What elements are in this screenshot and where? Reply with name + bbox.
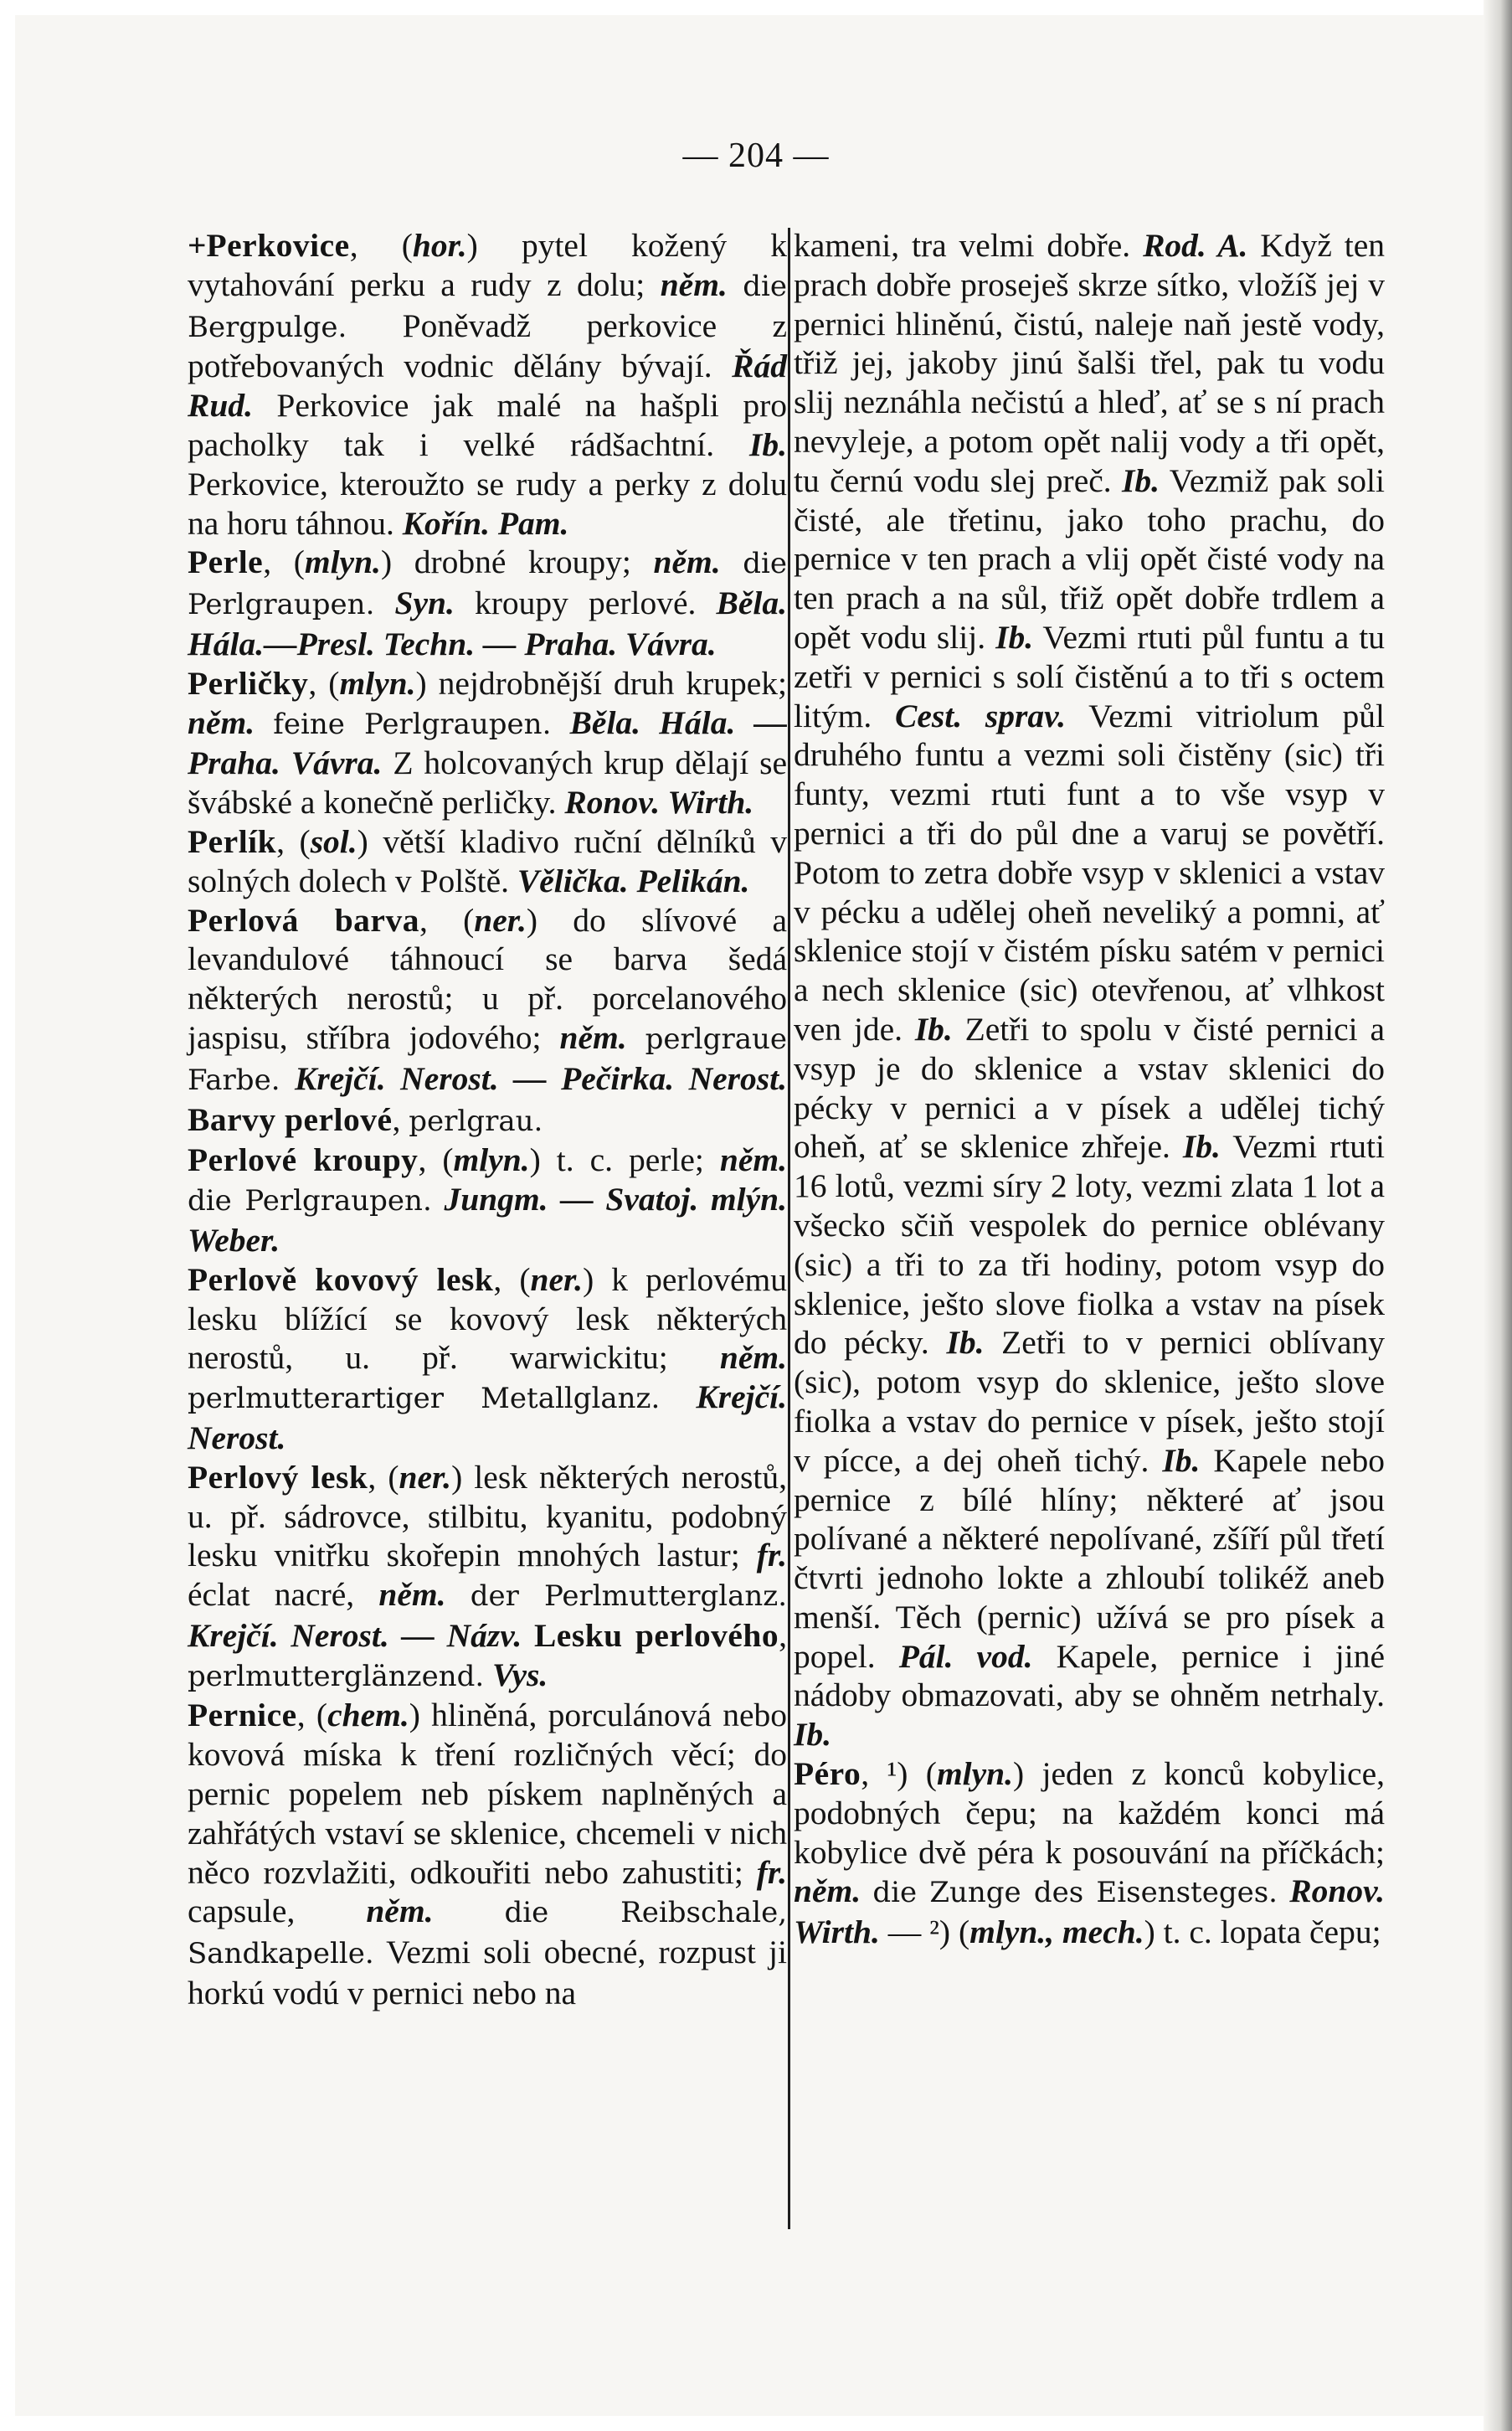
citation: Ronov. Wirth. <box>794 1872 1386 1951</box>
entry-text: Perkovice jak malé na hašpli pro pacholky tak i velké rádšachtní. <box>188 387 787 463</box>
entry-text <box>433 1893 504 1929</box>
entry-text: ) t. c. perle; <box>529 1141 720 1179</box>
citation: Krejčí. Nerost. — Pečirka. Nerost. <box>295 1059 788 1097</box>
citation: mlyn. <box>339 664 416 702</box>
citation: něm. <box>559 1018 627 1056</box>
headword: Perlové kroupy <box>188 1141 419 1179</box>
citation: něm. <box>660 265 728 303</box>
citation: mlyn., mech. <box>969 1913 1144 1951</box>
citation: něm. <box>188 703 255 741</box>
headword: Perle <box>188 543 264 581</box>
dictionary-entry <box>188 1260 787 1458</box>
entry-text: Kapele nebo pernice z bílé hlíny; některé ať jsou polívané a některé nepolívané, zšíří půl třetí čtvrti jednoho lokte a zhloubí tolikéž aneb menší. Těch (pernic) užívá se pro písek a popel. <box>794 1441 1385 1675</box>
entry-text: , ( <box>276 822 311 860</box>
dictionary-entry <box>188 664 787 822</box>
entry-text <box>432 1181 445 1218</box>
citation: ner. <box>530 1260 584 1298</box>
citation: mlyn. <box>453 1141 530 1179</box>
citation: mlyn. <box>936 1755 1014 1793</box>
entry-text <box>660 1378 696 1415</box>
entry-text <box>1278 1872 1289 1909</box>
citation: hor. <box>412 227 467 264</box>
german-gloss: die Perlgraupen. <box>188 1184 432 1218</box>
entry-text <box>484 1656 492 1693</box>
entry-text: , ( <box>296 1697 328 1734</box>
entry-text: — ²) ( <box>879 1913 970 1951</box>
entry-text: ) drobné kroupy; <box>380 543 654 581</box>
entry-text: , ¹) ( <box>861 1755 937 1793</box>
citation: Vys. <box>492 1656 548 1693</box>
headword: Perlově kovový lesk <box>188 1260 494 1298</box>
entry-text: ) t. c. lopata čepu; <box>1144 1913 1381 1951</box>
dictionary-entry <box>188 1141 787 1259</box>
german-gloss: feine Perlgraupen. <box>273 707 552 741</box>
entry-text <box>522 1617 534 1654</box>
citation: něm. <box>653 543 721 581</box>
entry-text: Když ten prach dobře proseješ skrze sítko, vložíš jej v pernici hliněnú, čistú, naleje naň jestě vody, třiž jej, jakoby jinú šalši třel, pak tu vodu slij neznáhla nečistú a hleď, ať se s ní prach nevyleje, a potom opět nalij vody a tři opět, tu černú vodu slej preč. <box>794 227 1385 499</box>
entry-text <box>255 704 273 741</box>
citation: Běla. Hála. — Praha. Vávra. <box>188 703 787 782</box>
german-gloss: perlmutterglänzend. <box>188 1659 485 1693</box>
entry-text: Poněvadž perkovice z potřebovaných vodnic dělány bývají. <box>188 306 787 385</box>
citation: Ib. <box>946 1324 985 1362</box>
citation: něm. <box>719 1141 788 1179</box>
entry-text: Vezmi soli obecné, rozpust ji horkú vodú v pernici nebo na <box>188 1934 787 2012</box>
entry-text: ) lesk některých nerostů, u. př. sádrovce, stilbitu, kyanitu, podobný lesku vnitřku skořepin mnohých lastur; <box>188 1458 787 1574</box>
dictionary-entry <box>188 543 787 663</box>
entry-text <box>721 543 743 580</box>
citation: fr. <box>756 1853 787 1891</box>
citation: Pál. vod. <box>898 1637 1033 1675</box>
citation: Řád Rud. <box>188 348 787 425</box>
entry-text: , ( <box>349 227 413 264</box>
citation: něm. <box>794 1872 861 1910</box>
entry-text: ) pytel kožený k vytahování perku a rudy z dolu; <box>188 227 787 303</box>
entry-text: , ( <box>418 1141 454 1179</box>
german-gloss: perlgrau. <box>409 1104 543 1138</box>
entry-text <box>861 1872 872 1909</box>
entry-text: , ( <box>419 901 475 939</box>
citation: Cest. sprav. <box>895 697 1067 734</box>
dictionary-entry <box>188 1458 787 1697</box>
entry-text: , ( <box>368 1458 399 1496</box>
citation: Jungm. — Svatoj. mlýn. Weber. <box>188 1181 787 1259</box>
entry-text: Vezmiž pak soli čisté, ale třetinu, jako toho prachu, do pernice v ten prach a vlij opět čisté vody na ten prach a na sůl, třiž opět dobře trdlem a opět vodu slij. <box>794 461 1385 656</box>
citation: Ib. <box>914 1010 953 1048</box>
scan-edge <box>1484 0 1512 2431</box>
citation: Běla. Hála.—Presl. Techn. — Praha. Vávra. <box>188 585 787 662</box>
entry-text: , <box>779 1616 787 1654</box>
entry-text: , ( <box>308 664 340 702</box>
entry-text: , ( <box>493 1260 531 1298</box>
citation: Krejčí. Nerost. — Názv. <box>188 1616 522 1654</box>
dictionary-entry <box>188 1696 787 2012</box>
citation: sol. <box>310 822 357 860</box>
dictionary-entry <box>794 1754 1385 1952</box>
citation: Ib. <box>1162 1441 1201 1479</box>
dictionary-entry <box>188 901 787 1141</box>
obsolete-marker: + <box>188 227 207 264</box>
citation: Kořín. Pam. <box>402 504 569 542</box>
german-gloss: die Perlgraupen. <box>188 547 788 622</box>
entry-text: ) do slívové a levandulové táhnoucí se barva šedá některých nerostů; u př. porcelanového jaspisu, stříbra jodového; <box>188 901 788 1056</box>
column-divider <box>788 228 790 2229</box>
citation: Ib. <box>1122 461 1160 499</box>
entry-text: éclat nacré, <box>188 1576 379 1614</box>
citation: mlyn. <box>304 543 381 581</box>
citation: Syn. <box>394 585 455 622</box>
right-column <box>794 226 1385 1952</box>
german-gloss: perlmutterartiger Metallglanz. <box>188 1382 661 1416</box>
entry-text <box>551 704 569 741</box>
entry-text <box>446 1576 471 1613</box>
entry-text: ) větší kladivo ruční dělníků v solných dolech v Polště. <box>188 822 787 899</box>
entry-text: ) k perlovému lesku blížící se kovový lesk některých nerostů, u. př. warwickitu; <box>188 1260 788 1377</box>
citation: ner. <box>399 1458 452 1496</box>
entry-text: kameni, tra velmi dobře. <box>794 227 1144 264</box>
headword: Perlík <box>188 822 277 860</box>
citation: Vělička. Pelikán. <box>517 862 750 899</box>
entry-text: Z holcovaných krup dělají se švábské a konečně perličky. <box>188 744 787 821</box>
entry-text: ) hliněná, porculánová nebo kovová míska k tření rozličných věcí; do pernic popelem neb pískem naplněných a zahřátých vstaví se sklenice, chcemeli v nich něco rozvlažiti, odkouřiti nebo zahustiti; <box>188 1697 787 1891</box>
german-gloss: die Bergpulge. <box>188 269 787 344</box>
german-gloss: perlgraue Farbe. <box>188 1022 787 1097</box>
entry-text: Vezmi vitriolum půl druhého funtu a vezmi soli čistěny (sic) tři funty, vezmi rtuti funt a to vše vsyp v pernici a tři do půl dne a varuj se povětří. Potom to zetra dobře vsyp v sklenici a vstav v pécku a udělej oheň neveliký a pomni, ať sklenice stojí v čistém písku satém v pernici a nech sklenice (sic) otevřenou, ať vlhkost ven jde. <box>794 697 1385 1048</box>
headword: Lesku perlového <box>533 1616 779 1654</box>
headword: Perlová barva <box>188 901 419 939</box>
entry-text <box>627 1019 645 1056</box>
entry-text: , ( <box>263 543 305 581</box>
citation: Ib. <box>794 1716 831 1754</box>
entry-text <box>728 266 743 303</box>
citation: chem. <box>327 1697 409 1734</box>
entry-text: Kapele, pernice i jiné nádoby obmazovati, aby se ohněm netrhaly. <box>794 1637 1385 1714</box>
entry-text: kroupy perlové. <box>454 585 717 622</box>
citation: Ib. <box>749 425 787 463</box>
entry-text: Vezmi rtuti půl funtu a tu zetři v pernici s solí čistěnú a to tři s octem litým. <box>794 618 1385 734</box>
citation: ner. <box>474 901 527 939</box>
entry-text: Perkovice, kteroužto se rudy a perky z dolu na horu táhnou. <box>188 465 787 542</box>
entry-text <box>374 585 394 621</box>
german-gloss: die Reibschale, Sandkapelle. <box>188 1896 787 1971</box>
headword: Perkovice <box>206 227 350 264</box>
german-gloss: der Perlmutterglanz. <box>470 1579 787 1614</box>
entry-text: Zetři to spolu v čisté pernici a vsyp je do sklenice a vstav sklenici do pécky v pernici a v písek a udělej tichý oheň, ať se sklenice zhřeje. <box>794 1010 1385 1166</box>
citation: Rod. A. <box>1143 227 1248 264</box>
citation: něm. <box>378 1576 446 1614</box>
entry-text: , <box>392 1100 409 1138</box>
entry-text: ) nejdrobnější druh krupek; <box>415 664 787 702</box>
german-gloss: die Zunge des Eisensteges. <box>872 1876 1278 1910</box>
entry-text: ) jeden z konců kobylice, podobných čepu; na každém konci má kobylice dvě péra k posouvání na příčkách; <box>794 1755 1385 1871</box>
dictionary-entry <box>794 226 1385 1754</box>
citation: něm. <box>719 1339 787 1377</box>
left-column <box>188 226 787 2013</box>
entry-text <box>280 1060 296 1097</box>
entry-text: Zetři to v pernici oblívany (sic), potom vsyp do sklenice, ješto slove fiolka a vstav do pernice v písek, ješto stojí v pícce, a dej oheň tichý. <box>794 1324 1386 1479</box>
headword: Péro <box>794 1755 861 1793</box>
citation: něm. <box>366 1893 434 1930</box>
page-number: — 204 — <box>682 136 830 175</box>
citation: Ib. <box>995 618 1034 656</box>
citation: fr. <box>756 1537 787 1574</box>
dictionary-entry <box>188 226 787 543</box>
citation: Ronov. Wirth. <box>564 784 754 821</box>
headword: Barvy perlové <box>188 1100 393 1138</box>
headword: Pernice <box>188 1697 297 1734</box>
entry-text: Vezmi rtuti 16 lotů, vezmi síry 2 loty, vezmi zlata 1 lot a všecko sčiň vespolek do pernice oblévany (sic) a tři to za tři hodiny, potom vsyp do sklenice, ješto slove fiolka a vstav na písek do pécky. <box>794 1128 1385 1362</box>
headword: Perličky <box>188 664 309 702</box>
citation: Krejčí. Nerost. <box>188 1378 787 1456</box>
citation: Ib. <box>1182 1128 1221 1166</box>
entry-text: capsule, <box>188 1893 367 1930</box>
dictionary-entry <box>188 822 787 901</box>
headword: Perlový lesk <box>188 1458 368 1496</box>
